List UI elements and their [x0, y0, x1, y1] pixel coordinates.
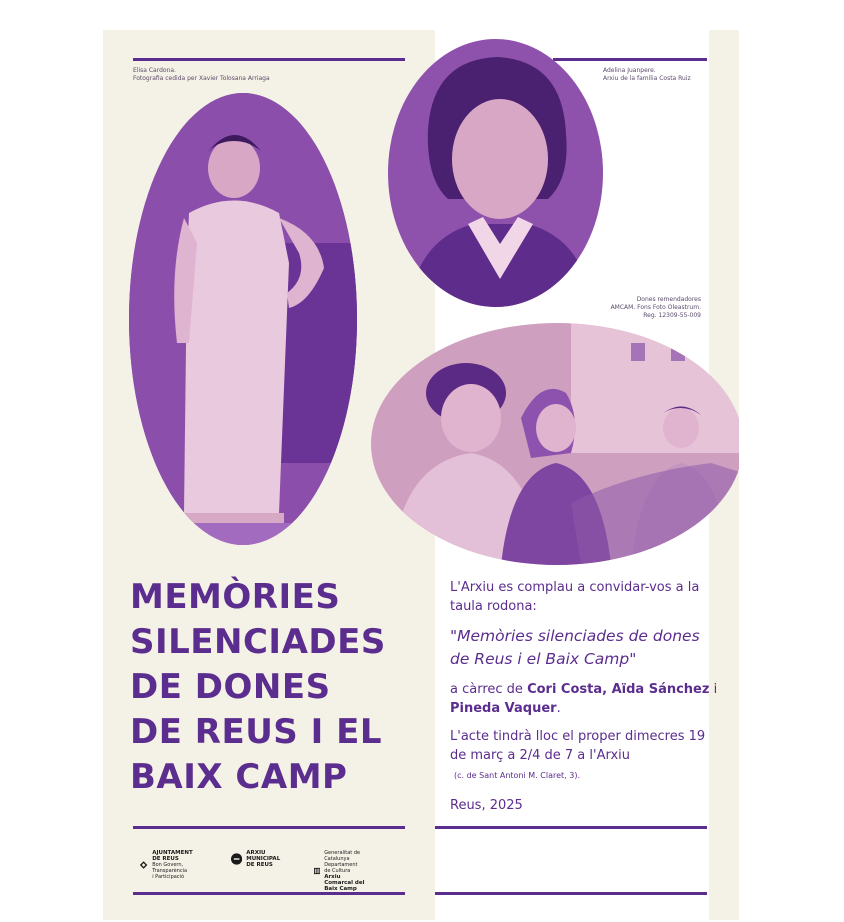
- speakers-join: i: [713, 682, 718, 697]
- logo-text: ARXIU MUNICIPAL: [246, 850, 281, 862]
- speakers-end: .: [556, 701, 561, 716]
- logo-ajuntament-reus: [139, 850, 198, 880]
- top-rule-right: [553, 58, 707, 61]
- title-line: BAIX CAMP: [130, 757, 348, 797]
- stripes-icon: [314, 864, 320, 878]
- mid-rule-left: [133, 826, 405, 829]
- invitation-intro: L'Arxiu es complau a convidar-vos a la taula rodona:: [450, 580, 700, 614]
- speakers-prefix: a càrrec de: [450, 682, 523, 697]
- title-line: DE DONES: [130, 667, 331, 707]
- title-line: DE REUS I EL: [130, 712, 383, 752]
- poster-title: [130, 575, 430, 800]
- logo-generalitat: [314, 850, 365, 892]
- event-text: L'acte tindrà lloc el proper dimecres 19 de març a 2/4 de 7 a l'Arxiu: [450, 729, 706, 763]
- credit-name: Dones remendadores: [636, 296, 701, 303]
- mid-rule-right: [435, 826, 707, 829]
- credit-bottom-right-photo: [593, 296, 701, 320]
- logo-text: AJUNTAMENT DE REUS: [152, 850, 193, 862]
- title-line: SILENCIADES: [130, 622, 386, 662]
- logo-text: Departament de Cultura: [324, 862, 358, 874]
- invitation-quote: "Memòries silenciades de dones de Reus i el Baix Camp": [450, 627, 700, 668]
- credit-name: Elisa Cardona.: [133, 67, 176, 74]
- credit-source: Arxiu de la família Costa Ruiz: [603, 75, 691, 82]
- photo-elisa-cardona: [129, 93, 357, 545]
- logo-text: Bon Govern, Transparència: [152, 862, 188, 874]
- invitation-event: [450, 727, 720, 784]
- invitation-date: Reus, 2025: [450, 798, 523, 813]
- logo-arxiu-municipal: [231, 850, 285, 868]
- photo-adelina-juanpere: [388, 39, 603, 307]
- invitation-text: [450, 578, 720, 815]
- event-address: (c. de Sant Antoni M. Claret, 3).: [454, 771, 580, 780]
- photo-dones-remendadores: [371, 323, 739, 565]
- circle-seal-icon: [231, 851, 242, 867]
- credit-name: Adelina Juanpere.: [603, 67, 656, 74]
- logo-text: Generalitat de Catalunya: [324, 850, 361, 862]
- credit-source: Fotografia cedida per Xavier Tolosana Arriaga: [133, 75, 270, 82]
- invitation-speakers: [450, 680, 720, 718]
- diamond-icon: [139, 858, 148, 872]
- credit-reg: Reg. 12309-55-009: [643, 312, 701, 319]
- top-rule-left: [133, 58, 405, 61]
- logo-text: i Participació: [152, 874, 184, 880]
- poster: [103, 30, 739, 920]
- credit-left-photo: [133, 67, 270, 83]
- logo-text: Arxiu Comarcal del Baix Camp: [324, 874, 365, 892]
- logo-text: DE REUS: [246, 862, 273, 868]
- credit-top-right-photo: [603, 67, 691, 83]
- speakers-names-b: Pineda Vaquer: [450, 701, 557, 716]
- speakers-names-a: Cori Costa, Aïda Sánchez: [527, 682, 710, 697]
- bottom-rule-right: [435, 892, 707, 895]
- bottom-rule-left: [133, 892, 405, 895]
- credit-source: AMCAM. Fons Foto Oleastrum.: [610, 304, 701, 311]
- title-line: MEMÒRIES: [130, 577, 341, 617]
